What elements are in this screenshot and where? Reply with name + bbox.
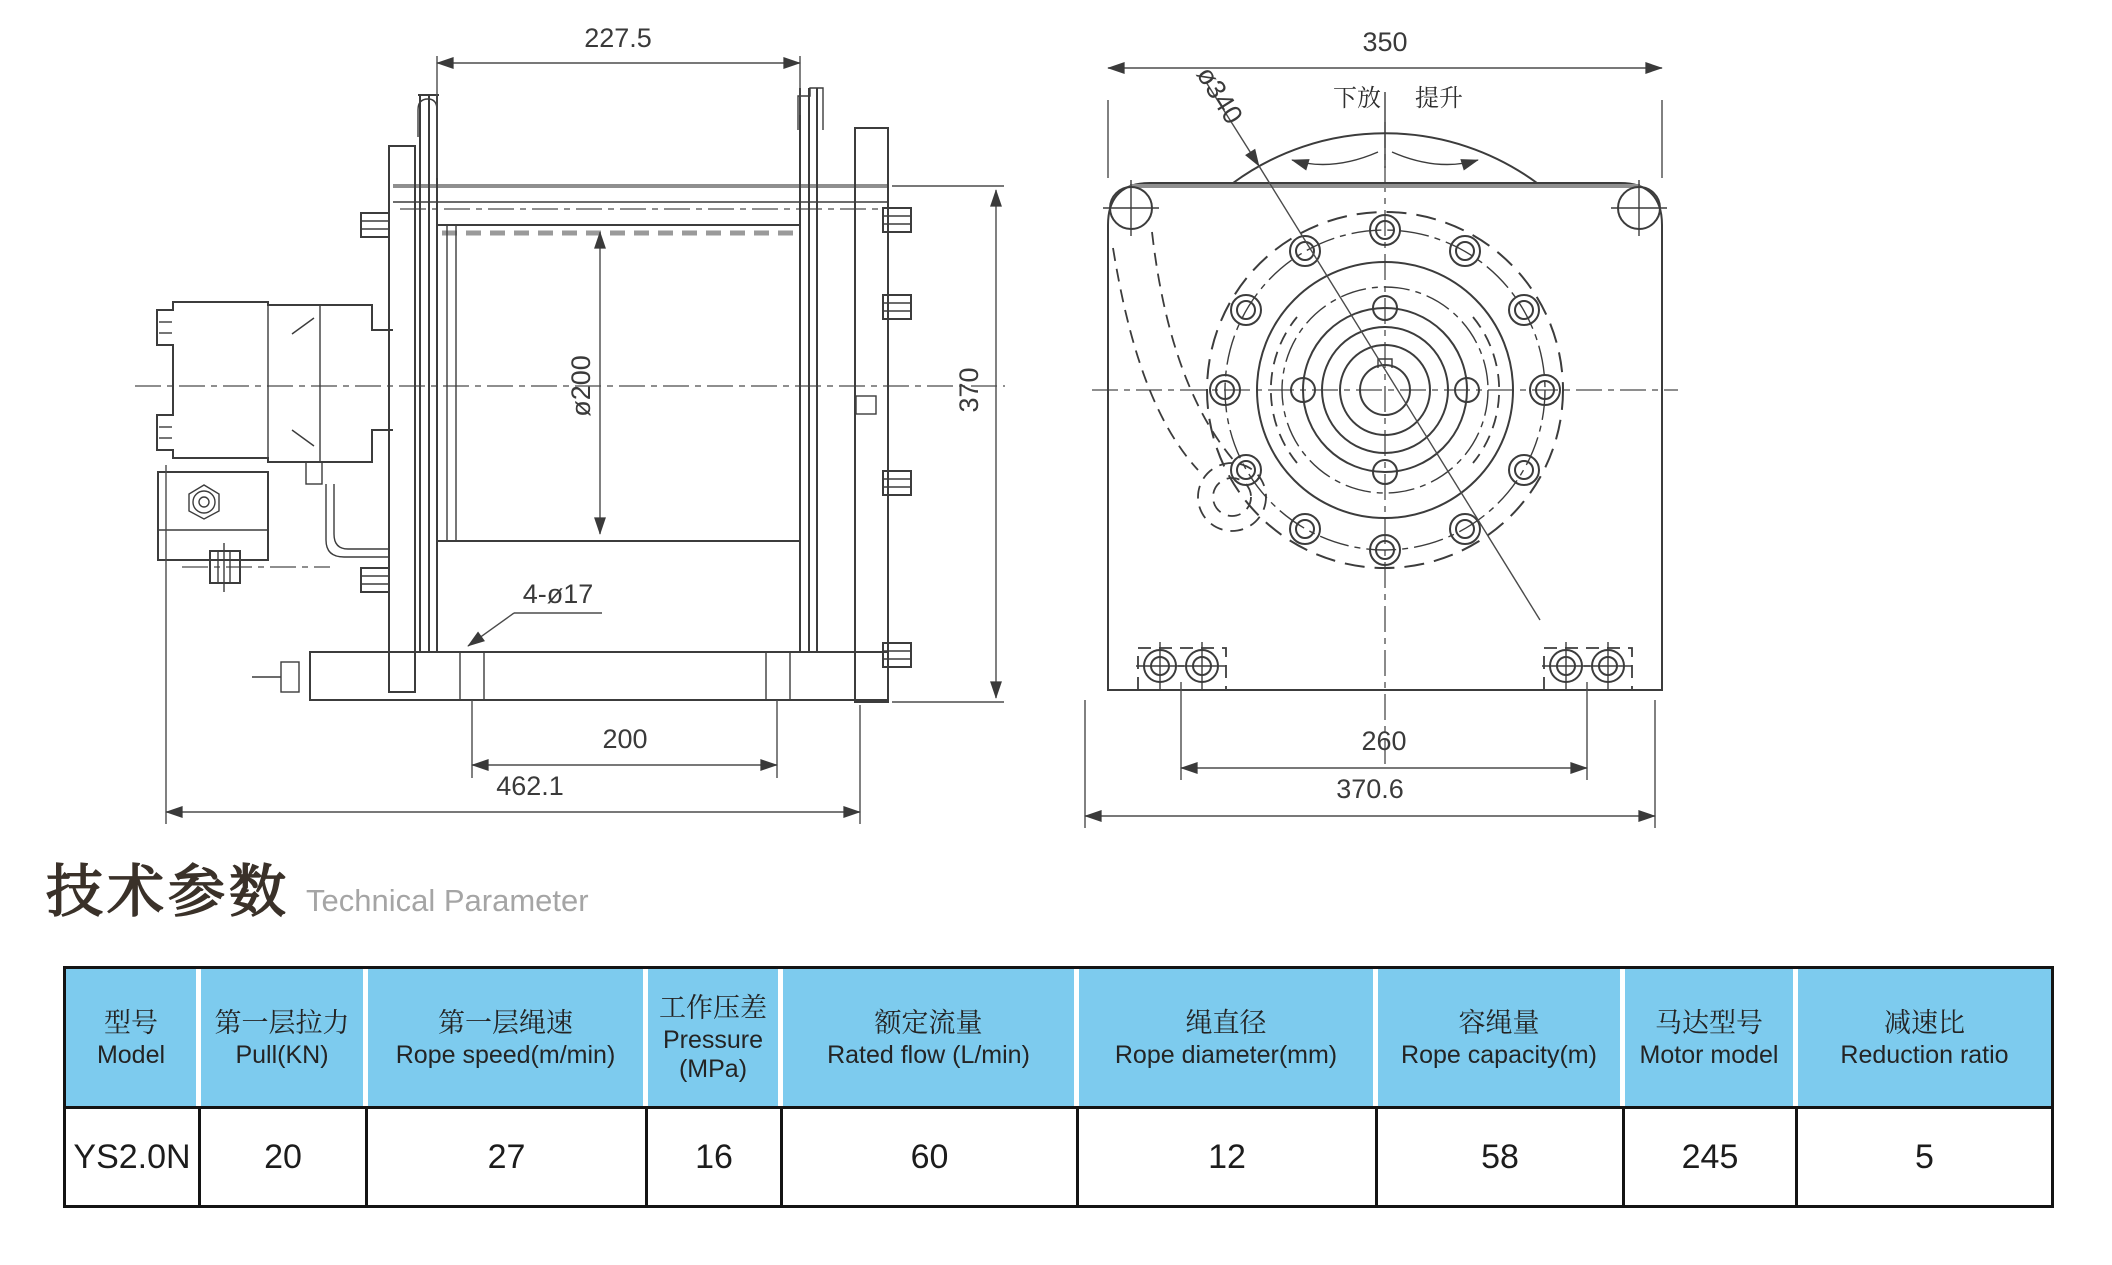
- section-title-en: Technical Parameter: [306, 883, 589, 918]
- header-model: 型号 Model: [66, 969, 201, 1106]
- front-view-drawing: [1085, 27, 1678, 828]
- header-rope-diameter: 绳直径 Rope diameter(mm): [1079, 969, 1378, 1106]
- dim-foot-spacing: 260: [1361, 726, 1407, 756]
- label-lower-direction: 下放: [1333, 85, 1381, 112]
- dim-plate-width: 350: [1362, 27, 1408, 57]
- header-rope-capacity: 容绳量 Rope capacity(m): [1378, 969, 1625, 1106]
- header-reduction-ratio: 减速比 Reduction ratio: [1798, 969, 2051, 1106]
- side-view-drawing: [135, 23, 1005, 824]
- value-motor-model: 245: [1625, 1109, 1798, 1205]
- dim-mount-holes: 4-ø17: [522, 579, 594, 609]
- dim-frame-height: 370: [954, 367, 984, 413]
- dim-drum-diameter: ø200: [566, 355, 596, 417]
- value-pull: 20: [201, 1109, 368, 1205]
- dim-flange-spacing: 227.5: [584, 23, 652, 53]
- dim-overall-length: 462.1: [496, 771, 564, 801]
- section-title: [46, 846, 589, 928]
- section-title-cn: 技术参数: [46, 860, 290, 924]
- value-rope-diameter: 12: [1079, 1109, 1378, 1205]
- label-lift-direction: 提升: [1415, 85, 1463, 112]
- parameter-table-header: [66, 969, 2051, 1106]
- header-pressure: 工作压差 Pressure (MPa): [648, 969, 783, 1106]
- value-reduction-ratio: 5: [1798, 1109, 2051, 1205]
- header-rated-flow: 额定流量 Rated flow (L/min): [783, 969, 1079, 1106]
- dim-overall-width: 370.6: [1336, 774, 1404, 804]
- value-model: YS2.0N: [66, 1109, 201, 1205]
- dim-flange-diameter: ø340: [1190, 61, 1249, 130]
- parameter-table: [63, 966, 2054, 1208]
- header-pull: 第一层拉力 Pull(KN): [201, 969, 368, 1106]
- parameter-table-row: [66, 1106, 2051, 1205]
- value-rope-capacity: 58: [1378, 1109, 1625, 1205]
- dim-base-hole-spacing: 200: [602, 724, 648, 754]
- value-pressure: 16: [648, 1109, 783, 1205]
- header-motor-model: 马达型号 Motor model: [1625, 969, 1798, 1106]
- value-rope-speed: 27: [368, 1109, 648, 1205]
- value-rated-flow: 60: [783, 1109, 1079, 1205]
- header-rope-speed: 第一层绳速 Rope speed(m/min): [368, 969, 648, 1106]
